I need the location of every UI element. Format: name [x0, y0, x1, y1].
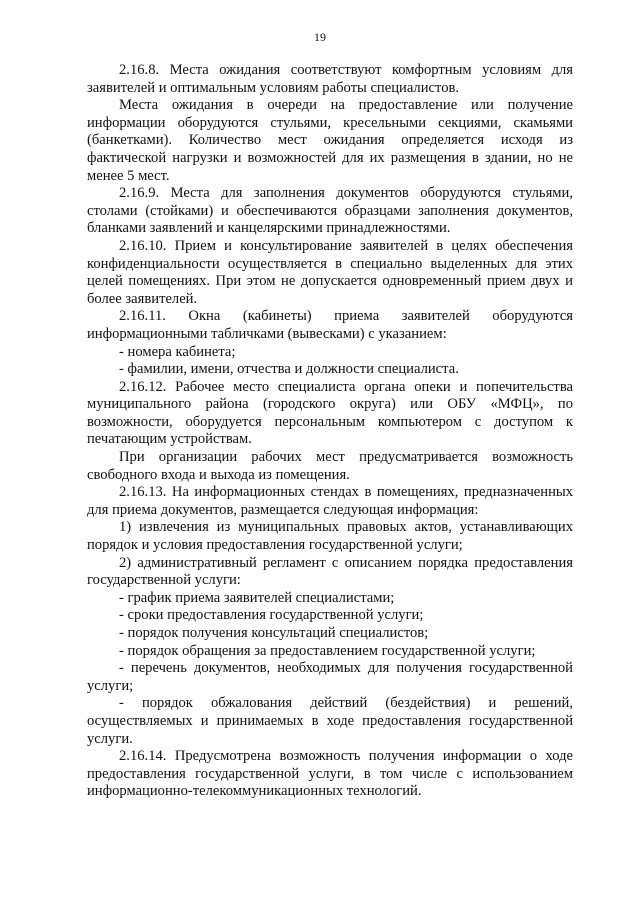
- page-number: 19: [314, 30, 326, 44]
- paragraph: - фамилии, имени, отчества и должности специалиста.: [119, 361, 459, 378]
- paragraph: 2.16.14. Предусмотрена возможность получения информации о ходе предоставления государственной услуги, в том числе с использованием информационно-телекоммуникационных технологий.: [87, 748, 573, 800]
- paragraph: - порядок получения консультаций специалистов;: [119, 625, 429, 641]
- paragraph: 2.16.8. Места ожидания соответствуют комфортным условиям для заявителей и оптимальным условиям работы специалистов.: [87, 62, 573, 96]
- paragraph: - номера кабинета;: [119, 343, 236, 360]
- paragraph: 2.16.11. Окна (кабинеты) приема заявителей оборудуются информационными табличками (вывесками) с указанием:: [87, 308, 573, 342]
- paragraph: 1) извлечения из муниципальных правовых актов, устанавливающих порядок и условия предоставления государственной услуги;: [87, 519, 573, 554]
- paragraph: - порядок обжалования действий (бездействия) и решений, осуществляемых и принимаемых в ходе предоставления государственной услуги.: [87, 695, 573, 747]
- paragraph: При организации рабочих мест предусматривается возможность свободного входа и выхода из помещения.: [87, 449, 573, 483]
- paragraph: - порядок обращения за предоставлением государственной услуги;: [119, 642, 536, 659]
- paragraph: 2.16.10. Прием и консультирование заявителей в целях обеспечения конфиденциальности осуществляется в специально выделенных для этих целей помещениях. При этом не допускается одновременный прием двух и более заявителей.: [87, 237, 573, 307]
- paragraph: Места ожидания в очереди на предоставление или получение информации оборудуются стульями, кресельными секциями, скамьями (банкетками). Количество мест ожидания определяется исходя из фактической нагрузки и возможностей для их размещения в здании, но не менее 5 мест.: [87, 97, 573, 184]
- paragraph: 2.16.13. На информационных стендах в помещениях, предназначенных для приема документов, размещается следующая информация:: [87, 484, 573, 518]
- document-body: [87, 62, 573, 801]
- paragraph: 2.16.9. Места для заполнения документов оборудуются стульями, столами (стойками) и обеспечиваются образцами заполнения документов, бланками заявлений и канцелярскими принадлежностями.: [87, 185, 573, 237]
- paragraph: 2.16.12. Рабочее место специалиста органа опеки и попечительства муниципального района (городского округа) или ОБУ «МФЦ», по возможности, оборудуется персональным компьютером с доступом к печатающим устройствам.: [87, 378, 573, 448]
- paragraph: 2) административный регламент с описанием порядка предоставления государственной услуги:: [87, 554, 573, 589]
- paragraph: - график приема заявителей специалистами;: [119, 589, 395, 606]
- paragraph: - сроки предоставления государственной услуги;: [119, 607, 424, 624]
- paragraph: - перечень документов, необходимых для получения государственной услуги;: [87, 660, 573, 694]
